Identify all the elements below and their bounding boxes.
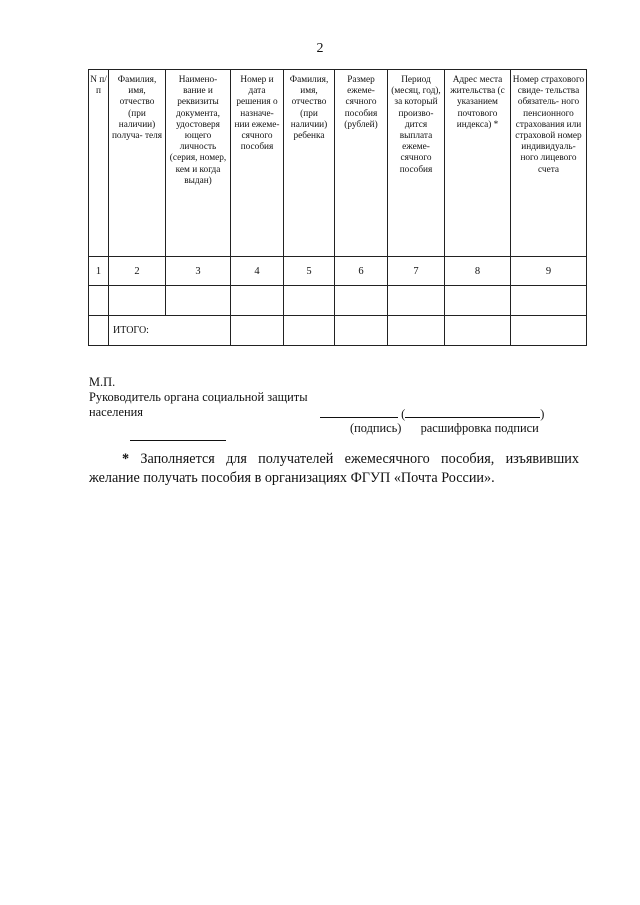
total-row xyxy=(89,316,587,346)
head-title-line1: Руководитель органа социальной защиты xyxy=(89,390,308,404)
table-cell xyxy=(89,286,109,316)
header-cell: Наимено- вание и реквизиты документа, удостоверя ющего личность (серия, номер, кем и когда выдан) xyxy=(166,70,231,257)
header-cell: Период (месяц, год), за который произво- дится выплата ежеме- сячного пособия xyxy=(388,70,445,257)
column-number: 7 xyxy=(388,257,445,286)
table-cell xyxy=(284,286,335,316)
signature-blank xyxy=(320,405,398,418)
footnote-text: Заполняется для получателей ежемесячного пособия, изъявивших желание получать пособия в организациях ФГУП «Почта России». xyxy=(89,451,579,486)
signature-line xyxy=(320,405,544,422)
header-cell: Адрес места жительства (с указанием почтового индекса) * xyxy=(445,70,511,257)
table-cell xyxy=(335,286,388,316)
header-cell: Номер и дата решения о назначе- нии ежеме- сячного пособия xyxy=(231,70,284,257)
page-number: 2 xyxy=(316,41,324,56)
header-cell: Фамилия, имя, отчество (при наличии) получа- теля xyxy=(109,70,166,257)
table-cell xyxy=(335,316,388,346)
footnote xyxy=(89,450,579,488)
column-number: 1 xyxy=(89,257,109,286)
table-cell xyxy=(231,316,284,346)
table-cell xyxy=(511,286,587,316)
decoding-blank xyxy=(405,405,540,418)
stamp-place-label: М.П. xyxy=(89,375,116,389)
column-number: 8 xyxy=(445,257,511,286)
header-cell: Номер страхового свиде- тельства обязатель- ного пенсионного страхования или страховой номер индивидуаль- ного лицевого счета xyxy=(511,70,587,257)
decoding-caption-label: расшифровка подписи xyxy=(420,421,539,435)
table-row xyxy=(89,286,587,316)
open-paren: ( xyxy=(401,407,406,421)
recipients-table xyxy=(88,69,587,346)
table-cell xyxy=(284,316,335,346)
footnote-divider xyxy=(130,440,226,441)
close-paren: ) xyxy=(540,407,545,421)
table-cell xyxy=(89,316,109,346)
table-cell xyxy=(109,286,166,316)
footnote-marker: * xyxy=(122,451,130,467)
signature-caption-label: (подпись) xyxy=(350,421,402,435)
header-cell: Размер ежеме- сячного пособия (рублей) xyxy=(335,70,388,257)
table-cell xyxy=(166,286,231,316)
table-cell xyxy=(388,316,445,346)
column-number-row xyxy=(89,257,587,286)
column-number: 2 xyxy=(109,257,166,286)
table-cell xyxy=(388,286,445,316)
table-cell xyxy=(445,316,511,346)
table-cell xyxy=(231,286,284,316)
head-title-line2: населения xyxy=(89,405,143,419)
table-cell xyxy=(511,316,587,346)
column-number: 3 xyxy=(166,257,231,286)
table-cell xyxy=(445,286,511,316)
column-number: 9 xyxy=(511,257,587,286)
column-number: 5 xyxy=(284,257,335,286)
column-number: 4 xyxy=(231,257,284,286)
header-cell: Фамилия, имя, отчество (при наличии) ребенка xyxy=(284,70,335,257)
total-label: ИТОГО: xyxy=(109,316,231,346)
header-cell: N п/ п xyxy=(89,70,109,257)
column-number: 6 xyxy=(335,257,388,286)
table-header-row xyxy=(89,70,587,257)
signature-caption xyxy=(350,421,539,436)
